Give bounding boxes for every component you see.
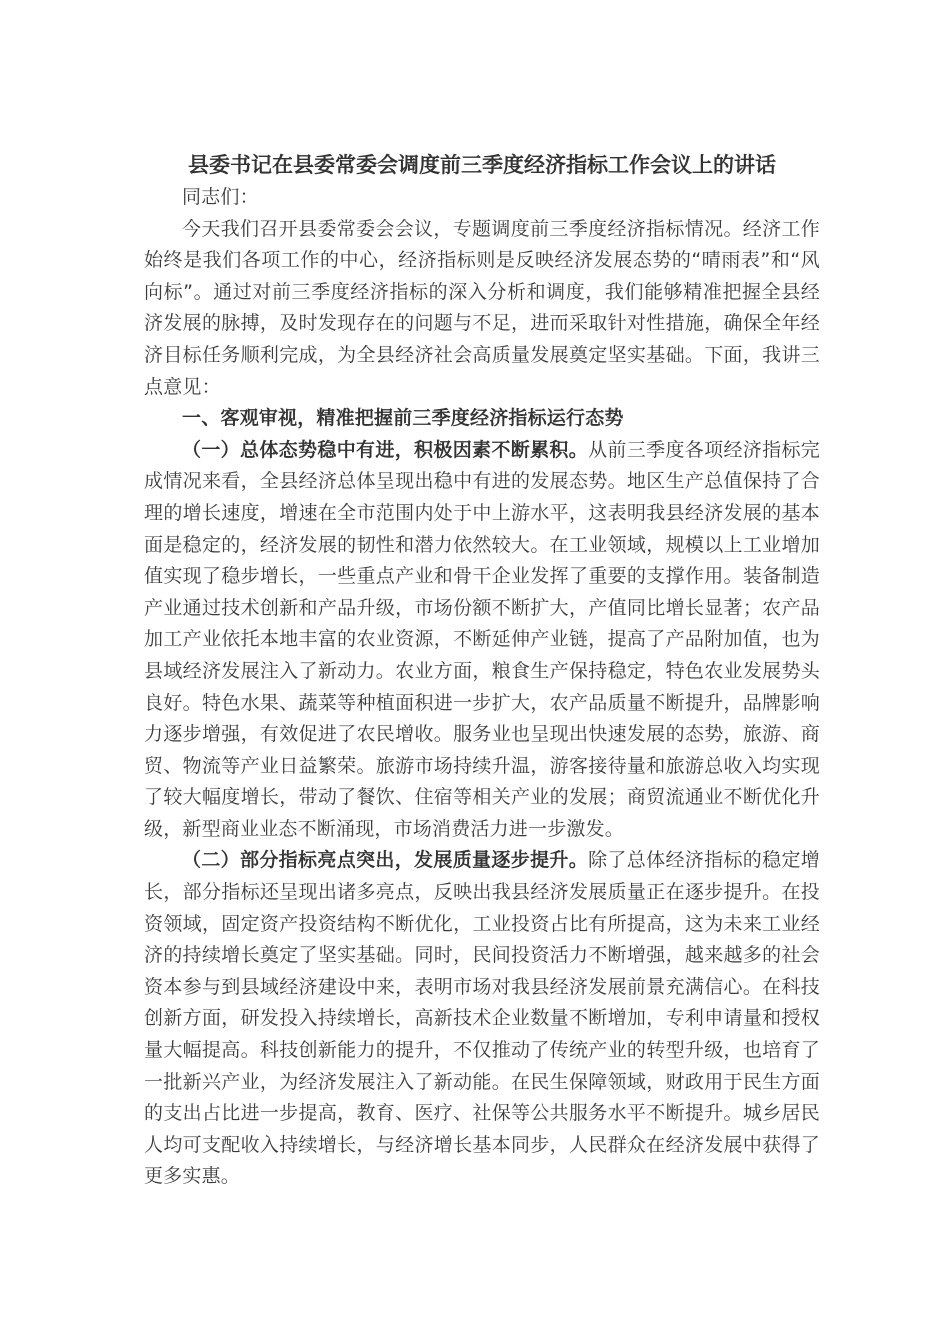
subsection-1-body: 从前三季度各项经济指标完成情况来看，全县经济总体呈现出稳中有进的发展态势。地区生产总值保持了合理的增长速度，增速在全市范围内处于中上游水平，这表明我县经济发展的基本面是稳定的，经济发展的韧性和潜力依然较大。在工业领域，规模以上工业增加值实现了稳步增长，一些重点产业和骨干企业发挥了重要的支撑作用。装备制造产业通过技术创新和产品升级，市场份额不断扩大，产值同比增长显著；农产品加工产业依托本地丰富的农业资源，不断延伸产业链，提高了产品附加值，也为县域经济发展注入了新动力。农业方面，粮食生产保持稳定，特色农业发展势头良好。特色水果、蔬菜等种植面积进一步扩大，农产品质量不断提升，品牌影响力逐步增强，有效促进了农民增收。服务业也呈现出快速发展的态势，旅游、商贸、物流等产业日益繁荣。旅游市场持续升温，游客接待量和旅游总收入均实现了较大幅度增长，带动了餐饮、住宿等相关产业的发展；商贸流通业不断优化升级，新型商业业态不断涌现，市场消费活力进一步激发。 (144, 438, 821, 840)
document-page (144, 148, 820, 1193)
subsection-2-body: 除了总体经济指标的稳定增长，部分指标还呈现出诸多亮点，反映出我县经济发展质量正在逐步提升。在投资领域，固定资产投资结构不断优化，工业投资占比有所提高，这为未来工业经济的持续增长奠定了坚实基础。同时，民间投资活力不断增强，越来越多的社会资本参与到县域经济建设中来，表明市场对我县经济发展前景充满信心。在科技创新方面，研发投入持续增长，高新技术企业数量不断增加，专利申请量和授权量大幅提高。科技创新能力的提升，不仅推动了传统产业的转型升级，也培育了一批新兴产业，为经济发展注入了新动能。在民生保障领域，财政用于民生方面的支出占比进一步提高，教育、医疗、社保等公共服务水平不断提升。城乡居民人均可支配收入持续增长，与经济增长基本同步，人民群众在经济发展中获得了更多实惠。 (144, 849, 821, 1188)
subsection-2-paragraph (144, 845, 820, 1193)
subsection-1-lead: （一）总体态势稳中有进，积极因素不断累积。 (182, 438, 589, 461)
subsection-1-paragraph (144, 435, 820, 846)
document-title: 县委书记在县委常委会调度前三季度经济指标工作会议上的讲话 (188, 153, 776, 177)
section-heading-1: 一、客观审视，精准把握前三季度经济指标运行态势 (182, 407, 624, 430)
greeting: 同志们： (182, 186, 259, 208)
subsection-2-lead: （二）部分指标亮点突出，发展质量逐步提升。 (182, 849, 589, 872)
intro-paragraph: 今天我们召开县委常委会会议，专题调度前三季度经济指标情况。经济工作始终是我们各项工作的中心，经济指标则是反映经济发展态势的“晴雨表”和“风向标”。通过对前三季度经济指标的深入分析和调度，我们能够精准把握全县经济发展的脉搏，及时发现存在的问题与不足，进而采取针对性措施，确保全年经济目标任务顺利完成，为全县经济社会高质量发展奠定坚实基础。下面，我讲三点意见： (144, 217, 820, 398)
